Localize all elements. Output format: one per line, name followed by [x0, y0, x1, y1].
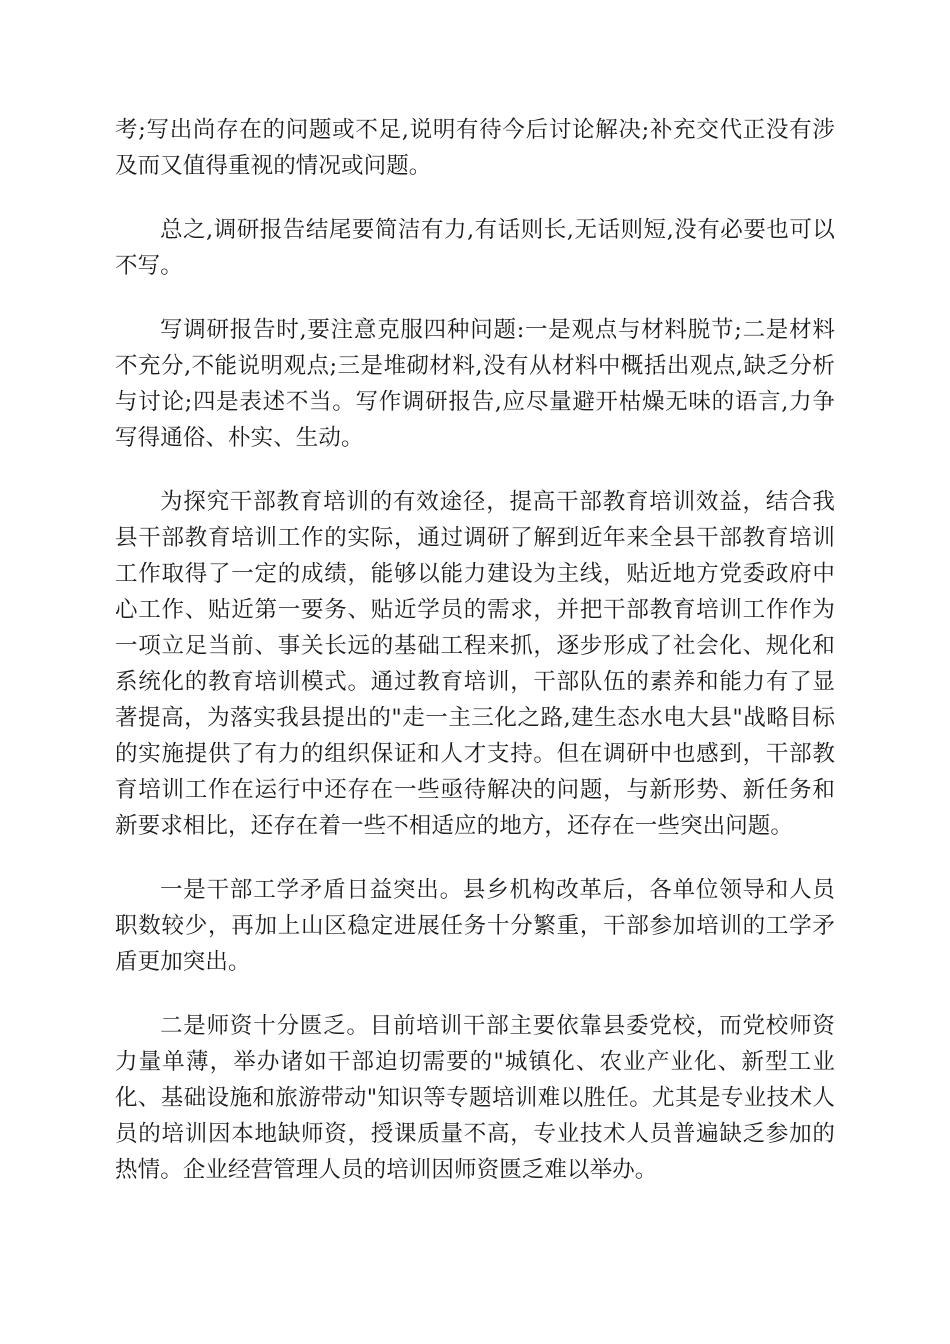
- document-body: [115, 112, 835, 1216]
- paragraph-training-overview: 为探究干部教育培训的有效途径，提高干部教育培训效益，结合我县干部教育培训工作的实际，通过调研了解到近年来全县干部教育培训工作取得了一定的成绩，能够以能力建设为主线，贴近地方党委政府中心工作、贴近第一要务、贴近学员的需求，并把干部教育培训工作作为一项立足当前、事关长远的基础工程来抓，逐步形成了社会化、规化和系统化的教育培训模式。通过教育培训，干部队伍的素养和能力有了显著提高，为落实我县提出的"走一主三化之路,建生态水电大县"战略目标的实施提供了有力的组织保证和人才支持。但在调研中也感到，干部教育培训工作在运行中还存在一些亟待解决的问题，与新形势、新任务和新要求相比，还存在着一些不相适应的地方，还存在一些突出问题。: [115, 489, 835, 839]
- paragraph-problem-one: 一是干部工学矛盾日益突出。县乡机构改革后，各单位领导和人员职数较少，再加上山区稳定进展任务十分繁重，干部参加培训的工学矛盾更加突出。: [115, 877, 835, 975]
- paragraph-problem-two: 二是师资十分匮乏。目前培训干部主要依靠县委党校，而党校师资力量单薄，举办诸如干部迫切需要的"城镇化、农业产业化、新型工业化、基础设施和旅游带动"知识等专题培训难以胜任。尤其是专业技术人员的培训因本地缺师资，授课质量不高，专业技术人员普遍缺乏参加的热情。企业经营管理人员的培训因师资匮乏难以举办。: [115, 1013, 835, 1183]
- paragraph-writing-issues: 写调研报告时,要注意克服四种问题:一是观点与材料脱节;二是材料不充分,不能说明观点;三是堆砌材料,没有从材料中概括出观点,缺乏分析与讨论;四是表述不当。写作调研报告,应尽量避开枯燥无味的语言,力争写得通俗、朴实、生动。: [115, 317, 835, 451]
- paragraph-continued: 考;写出尚存在的问题或不足,说明有待今后讨论解决;补充交代正没有涉及而又值得重视的情况或问题。: [115, 117, 835, 179]
- paragraph-conclusion-note: 总之,调研报告结尾要简洁有力,有话则长,无话则短,没有必要也可以不写。: [115, 217, 835, 279]
